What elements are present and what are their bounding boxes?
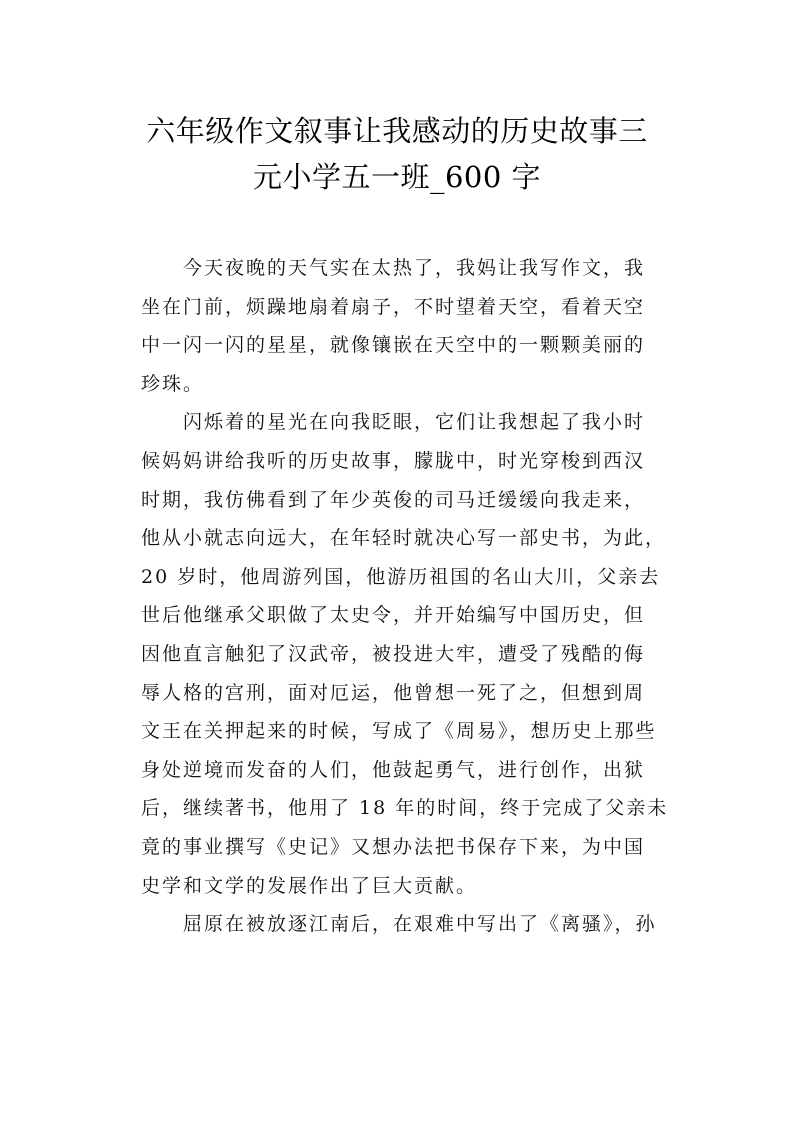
title-line-1: 六年级作文叙事让我感动的历史故事三 xyxy=(146,114,648,148)
paragraph-2-line-5: 20 岁时，他周游列国，他游历祖国的名山大川，父亲去 xyxy=(141,565,661,588)
paragraph-1-line-2: 坐在门前，烦躁地扇着扇子，不时望着天空，看着天空 xyxy=(141,295,646,318)
paragraph-2-line-13: 史学和文学的发展作出了巨大贡献。 xyxy=(141,874,478,897)
paragraph-1-line-3: 中一闪一闪的星星，就像镶嵌在天空中的一颗颗美丽的 xyxy=(141,334,646,357)
paragraph-1-line-4: 珍珠。 xyxy=(141,372,205,395)
document-title xyxy=(130,108,664,200)
paragraph-1-line-1: 今天夜晚的天气实在太热了，我妈让我写作文，我 xyxy=(183,257,646,279)
paragraph-2-line-10: 身处逆境而发奋的人们，他鼓起勇气，进行创作，出狱 xyxy=(141,758,646,781)
paragraph-2-line-3: 时期，我仿佛看到了年少英俊的司马迁缓缓向我走来， xyxy=(141,488,646,511)
paragraph-2-line-9: 文王在关押起来的时候，写成了《周易》，想历史上那些 xyxy=(141,720,657,743)
paragraph-2-line-4: 他从小就志向远大，在年轻时就决心写一部史书，为此， xyxy=(141,527,667,550)
paragraph-2-line-11: 后，继续著书，他用了 18 年的时间，终于完成了父亲未 xyxy=(141,797,669,820)
paragraph-2-line-8: 辱人格的宫刑，面对厄运，他曾想一死了之，但想到周 xyxy=(141,681,646,704)
paragraph-2-line-6: 世后他继承父职做了太史令，并开始编写中国历史，但 xyxy=(141,604,646,627)
paragraph-2-line-7: 因他直言触犯了汉武帝，被投进大牢，遭受了残酷的侮 xyxy=(141,642,646,665)
paragraph-2-line-1: 闪烁着的星光在向我眨眼，它们让我想起了我小时 xyxy=(183,411,646,434)
document-body xyxy=(141,249,667,944)
paragraph-3-line-1: 屈原在被放逐江南后，在艰难中写出了《离骚》，孙 xyxy=(183,913,657,936)
title-line-2: 元小学五一班_600 字 xyxy=(252,160,542,194)
paragraph-2-line-2: 候妈妈讲给我听的历史故事，朦胧中，时光穿梭到西汉 xyxy=(141,449,646,472)
paragraph-2-line-12: 竟的事业撰写《史记》又想办法把书保存下来，为中国 xyxy=(141,835,646,858)
